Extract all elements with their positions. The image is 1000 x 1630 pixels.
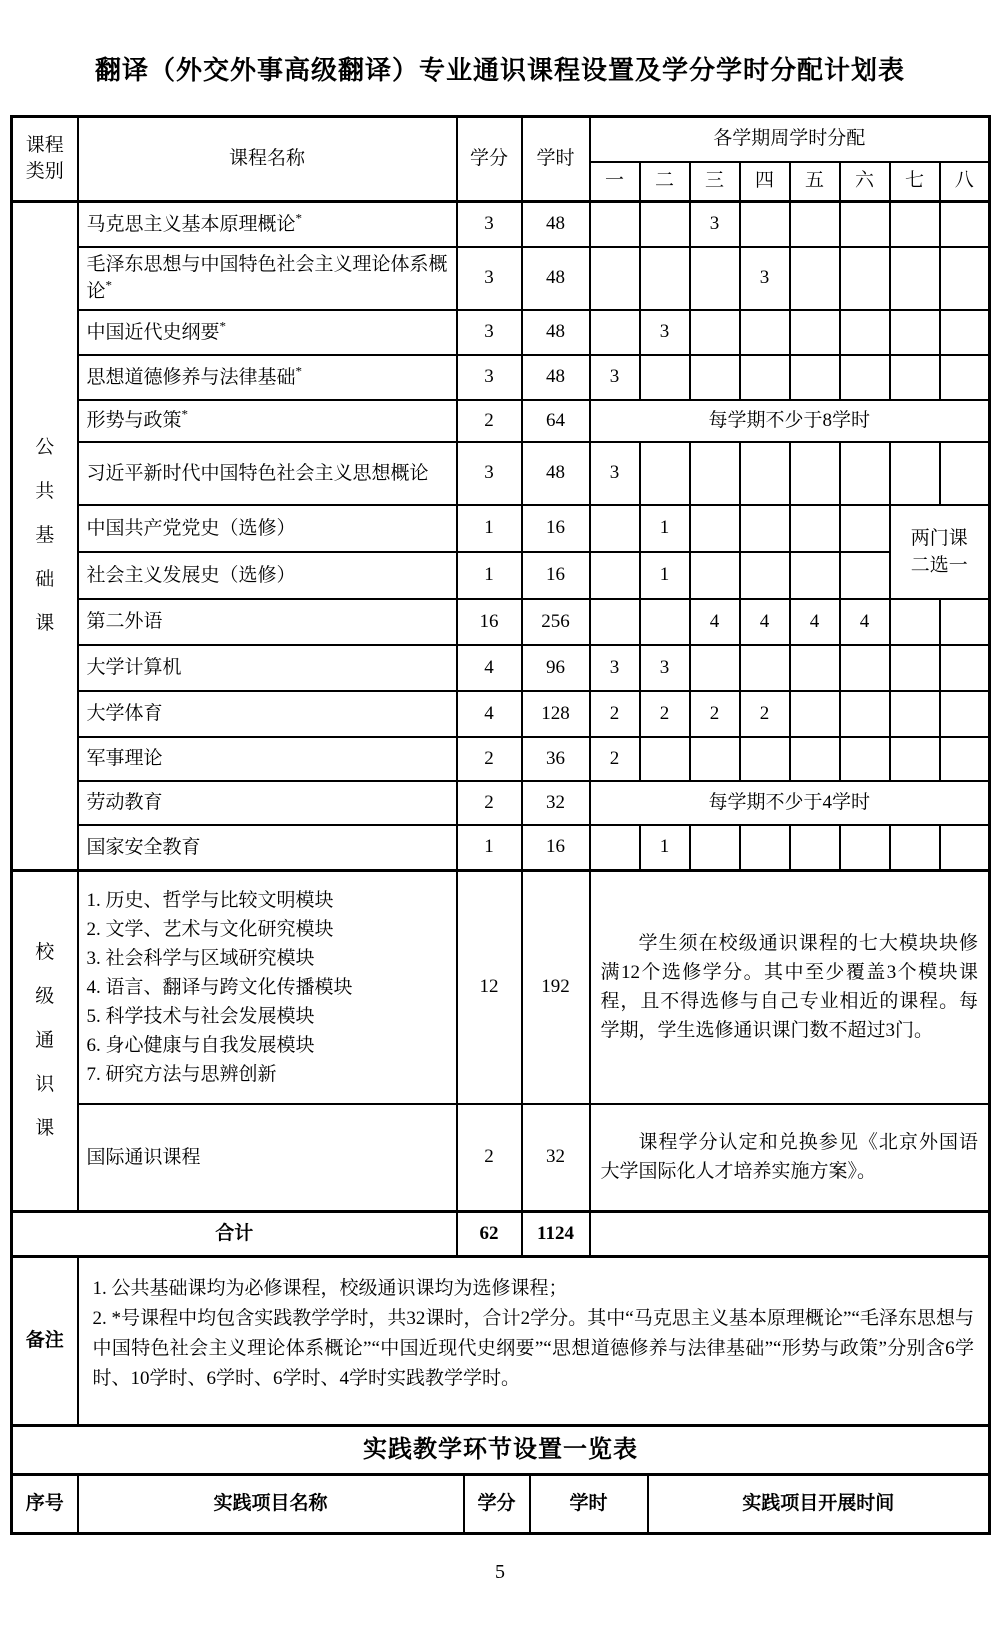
course-name: 中国共产党党史（选修） — [86, 517, 296, 539]
remark-item-2: 2. *号课程中均包含实践教学学时，共32课时，合计2学分。其中“马克思主义基本原理概论”“毛泽东思想与中国特色社会主义理论体系概论”“中国近现代史纲要”“思想道德修养与法律基础”“形势与政策”分别含6学时、10学时、6学时、6学时、4学时实践教学学时。 — [92, 1308, 975, 1389]
practice-header-name: 实践项目名称 — [78, 1475, 464, 1534]
credits-cell: 3 — [457, 247, 522, 310]
semester-cell — [940, 645, 990, 691]
header-sem-2: 二 — [640, 162, 690, 202]
credits-cell: 3 — [457, 202, 522, 247]
total-row — [12, 1212, 990, 1257]
semester-cell — [640, 247, 690, 310]
elective-choice-line2: 二选一 — [910, 554, 968, 576]
asterisk-mark: * — [181, 406, 189, 422]
semester-cell — [890, 825, 940, 871]
semester-cell: 2 — [590, 691, 640, 737]
semester-cell — [790, 505, 840, 552]
module-item: 4. 语言、翻译与跨文化传播模块 — [86, 976, 353, 998]
credits-cell: 2 — [457, 400, 522, 442]
practice-header-time: 实践项目开展时间 — [648, 1475, 990, 1534]
hours-cell: 96 — [522, 645, 590, 691]
semester-cell — [640, 355, 690, 400]
semester-cell — [690, 310, 740, 355]
semester-cell — [890, 599, 940, 645]
semester-cell — [590, 825, 640, 871]
course-row — [12, 645, 990, 691]
course-row — [12, 825, 990, 871]
credits-cell: 12 — [457, 871, 522, 1104]
course-name-cell — [78, 552, 457, 599]
remarks-row — [12, 1257, 990, 1426]
semester-cell — [740, 202, 790, 247]
semester-cell — [740, 645, 790, 691]
semester-cell — [940, 310, 990, 355]
course-name: 马克思主义基本原理概论 — [86, 213, 296, 235]
semester-cell — [790, 737, 840, 781]
course-name: 思想道德修养与法律基础 — [86, 366, 296, 388]
practice-header-no: 序号 — [12, 1475, 78, 1534]
semester-cell — [940, 737, 990, 781]
semester-cell: 2 — [590, 737, 640, 781]
course-row — [12, 355, 990, 400]
remarks-content — [78, 1257, 990, 1426]
modules-note-cell — [590, 871, 990, 1104]
practice-table-header — [10, 1473, 991, 1535]
semester-cell: 3 — [640, 645, 690, 691]
hours-cell: 48 — [522, 202, 590, 247]
semester-cell — [840, 825, 890, 871]
credits-cell: 4 — [457, 645, 522, 691]
weekly-note-cell: 每学期不少于4学时 — [590, 781, 990, 825]
credits-cell: 3 — [457, 310, 522, 355]
asterisk-mark: * — [295, 363, 303, 379]
semester-cell — [690, 737, 740, 781]
semester-cell — [940, 599, 990, 645]
semester-cell — [740, 355, 790, 400]
course-row — [12, 442, 990, 505]
elective-choice-cell — [890, 505, 990, 599]
note-paragraph: 课程学分认定和兑换参见《北京外国语大学国际化人才培养实施方案》。 — [600, 1132, 979, 1183]
semester-cell — [840, 442, 890, 505]
semester-cell: 4 — [690, 599, 740, 645]
category-public-cell: 公共基础课 — [12, 202, 78, 871]
credits-cell: 2 — [457, 781, 522, 825]
hours-cell: 192 — [522, 871, 590, 1104]
hours-cell: 48 — [522, 442, 590, 505]
practice-title-row — [12, 1426, 990, 1475]
semester-cell — [640, 737, 690, 781]
course-row — [12, 552, 990, 599]
semester-cell — [840, 310, 890, 355]
semester-cell — [740, 442, 790, 505]
semester-cell — [690, 247, 740, 310]
weekly-note-cell: 每学期不少于8学时 — [590, 400, 990, 442]
hours-cell: 36 — [522, 737, 590, 781]
credits-cell: 1 — [457, 505, 522, 552]
semester-cell — [940, 247, 990, 310]
semester-cell — [590, 552, 640, 599]
semester-cell: 3 — [740, 247, 790, 310]
credits-cell: 1 — [457, 825, 522, 871]
header-sem-8: 八 — [940, 162, 990, 202]
semester-cell: 1 — [640, 552, 690, 599]
header-sem-1: 一 — [590, 162, 640, 202]
semester-cell — [890, 355, 940, 400]
course-name-cell — [78, 355, 457, 400]
header-hours: 学时 — [522, 117, 590, 202]
semester-cell: 2 — [740, 691, 790, 737]
course-row — [12, 202, 990, 247]
practice-header-hours: 学时 — [530, 1475, 648, 1534]
course-name-cell — [78, 691, 457, 737]
semester-cell — [690, 505, 740, 552]
semester-cell — [790, 442, 840, 505]
module-item: 2. 文学、艺术与文化研究模块 — [86, 918, 334, 940]
semester-cell: 3 — [590, 442, 640, 505]
modules-row — [12, 871, 990, 1104]
asterisk-mark: * — [105, 277, 113, 293]
semester-cell — [590, 247, 640, 310]
elective-choice-line1: 两门课 — [910, 527, 968, 549]
semester-cell: 1 — [640, 505, 690, 552]
hours-cell: 48 — [522, 247, 590, 310]
course-name: 军事理论 — [86, 748, 163, 769]
course-name-cell — [78, 645, 457, 691]
semester-cell: 3 — [590, 645, 640, 691]
semester-cell — [640, 442, 690, 505]
semester-cell — [940, 355, 990, 400]
course-row — [12, 691, 990, 737]
credits-cell: 1 — [457, 552, 522, 599]
header-category: 课程类别 — [12, 117, 78, 202]
module-item: 7. 研究方法与思辨创新 — [86, 1063, 277, 1085]
course-name: 毛泽东思想与中国特色社会主义理论体系概论 — [86, 254, 448, 302]
total-empty-cell — [590, 1212, 990, 1257]
semester-cell — [940, 442, 990, 505]
asterisk-mark: * — [295, 210, 303, 226]
course-name: 大学体育 — [86, 703, 163, 724]
total-credits: 62 — [457, 1212, 522, 1257]
semester-cell — [840, 505, 890, 552]
header-course-name: 课程名称 — [78, 117, 457, 202]
semester-cell — [940, 825, 990, 871]
remark-item-1: 1. 公共基础课均为必修课程，校级通识课均为选修课程； — [92, 1278, 568, 1299]
course-name-cell — [78, 781, 457, 825]
header-credits: 学分 — [457, 117, 522, 202]
course-name-cell — [78, 400, 457, 442]
course-row — [12, 1104, 990, 1212]
semester-cell — [740, 310, 790, 355]
practice-header-row — [12, 1475, 990, 1534]
hours-cell: 48 — [522, 355, 590, 400]
semester-cell — [840, 552, 890, 599]
semester-cell — [790, 355, 840, 400]
semester-cell — [640, 202, 690, 247]
hours-cell: 128 — [522, 691, 590, 737]
course-name-cell — [78, 1104, 457, 1212]
course-name: 大学计算机 — [86, 657, 182, 678]
course-name: 社会主义发展史（选修） — [86, 564, 296, 586]
hours-cell: 32 — [522, 1104, 590, 1212]
semester-cell: 2 — [640, 691, 690, 737]
hours-cell: 64 — [522, 400, 590, 442]
semester-cell — [840, 247, 890, 310]
semester-cell: 4 — [840, 599, 890, 645]
remarks-label: 备注 — [12, 1257, 78, 1426]
header-sem-4: 四 — [740, 162, 790, 202]
semester-cell — [840, 355, 890, 400]
semester-cell — [890, 645, 940, 691]
semester-cell — [840, 202, 890, 247]
course-name: 国际通识课程 — [86, 1146, 201, 1168]
course-row — [12, 400, 990, 442]
note-paragraph: 学生须在校级通识课程的七大模块块修满12个选修学分。其中至少覆盖3个模块课程，且不得选修与自己专业相近的课程。每学期，学生选修通识课门数不超过3门。 — [600, 933, 979, 1042]
semester-cell — [790, 552, 840, 599]
semester-cell — [890, 247, 940, 310]
semester-cell — [690, 552, 740, 599]
practice-table-title: 实践教学环节设置一览表 — [12, 1426, 990, 1475]
course-table — [10, 115, 991, 1476]
course-name: 劳动教育 — [86, 792, 163, 813]
semester-cell — [740, 737, 790, 781]
header-sem-7: 七 — [890, 162, 940, 202]
course-row — [12, 247, 990, 310]
semester-cell — [740, 505, 790, 552]
module-item: 6. 身心健康与自我发展模块 — [86, 1034, 315, 1056]
hours-cell: 16 — [522, 505, 590, 552]
credits-cell: 16 — [457, 599, 522, 645]
semester-cell — [790, 825, 840, 871]
international-note-cell — [590, 1104, 990, 1212]
semester-cell — [590, 599, 640, 645]
course-row — [12, 505, 990, 552]
semester-cell — [740, 552, 790, 599]
course-name: 习近平新时代中国特色社会主义思想概论 — [86, 462, 429, 484]
semester-cell — [590, 202, 640, 247]
course-name-cell — [78, 825, 457, 871]
semester-cell — [640, 599, 690, 645]
modules-cell — [78, 871, 457, 1104]
category-general-cell: 校级通识课 — [12, 871, 78, 1212]
course-name-cell — [78, 202, 457, 247]
course-name-cell — [78, 737, 457, 781]
semester-cell — [840, 645, 890, 691]
semester-cell — [790, 645, 840, 691]
semester-cell — [940, 691, 990, 737]
header-sem-6: 六 — [840, 162, 890, 202]
module-item: 1. 历史、哲学与比较文明模块 — [86, 889, 334, 911]
semester-cell — [840, 737, 890, 781]
course-row — [12, 781, 990, 825]
semester-cell — [790, 691, 840, 737]
semester-cell — [790, 310, 840, 355]
semester-cell: 1 — [640, 825, 690, 871]
hours-cell: 32 — [522, 781, 590, 825]
semester-cell — [890, 442, 940, 505]
credits-cell: 2 — [457, 737, 522, 781]
semester-cell: 3 — [640, 310, 690, 355]
semester-cell — [690, 442, 740, 505]
course-name: 中国近代史纲要 — [86, 321, 220, 343]
semester-cell — [890, 737, 940, 781]
course-name-cell — [78, 247, 457, 310]
semester-cell — [790, 202, 840, 247]
semester-cell — [690, 355, 740, 400]
hours-cell: 16 — [522, 552, 590, 599]
module-item: 3. 社会科学与区域研究模块 — [86, 947, 315, 969]
page-number: 5 — [495, 1561, 505, 1583]
credits-cell: 3 — [457, 355, 522, 400]
semester-cell — [790, 247, 840, 310]
credits-cell: 4 — [457, 691, 522, 737]
semester-cell — [690, 645, 740, 691]
course-name-cell — [78, 599, 457, 645]
semester-cell — [840, 691, 890, 737]
total-label: 合计 — [12, 1212, 457, 1257]
semester-cell — [690, 825, 740, 871]
header-sem-3: 三 — [690, 162, 740, 202]
course-name: 国家安全教育 — [86, 836, 201, 858]
semester-cell — [940, 202, 990, 247]
semester-cell: 3 — [690, 202, 740, 247]
course-name: 第二外语 — [86, 611, 163, 632]
semester-cell — [890, 310, 940, 355]
hours-cell: 256 — [522, 599, 590, 645]
course-name: 形势与政策 — [86, 410, 182, 431]
header-semester-group: 各学期周学时分配 — [590, 117, 990, 162]
semester-cell: 3 — [590, 355, 640, 400]
practice-header-credits: 学分 — [464, 1475, 530, 1534]
header-sem-5: 五 — [790, 162, 840, 202]
module-item: 5. 科学技术与社会发展模块 — [86, 1005, 315, 1027]
course-name-cell — [78, 442, 457, 505]
hours-cell: 48 — [522, 310, 590, 355]
course-row — [12, 599, 990, 645]
semester-cell: 4 — [740, 599, 790, 645]
total-hours: 1124 — [522, 1212, 590, 1257]
semester-cell — [890, 202, 940, 247]
hours-cell: 16 — [522, 825, 590, 871]
credits-cell: 2 — [457, 1104, 522, 1212]
course-row — [12, 737, 990, 781]
course-row — [12, 310, 990, 355]
semester-cell — [890, 691, 940, 737]
asterisk-mark: * — [219, 318, 227, 334]
semester-cell — [740, 825, 790, 871]
course-name-cell — [78, 310, 457, 355]
semester-cell — [590, 310, 640, 355]
semester-cell — [590, 505, 640, 552]
course-name-cell — [78, 505, 457, 552]
document-title: 翻译（外交外事高级翻译）专业通识课程设置及学分学时分配计划表 — [94, 56, 905, 85]
semester-cell: 2 — [690, 691, 740, 737]
credits-cell: 3 — [457, 442, 522, 505]
semester-cell: 4 — [790, 599, 840, 645]
